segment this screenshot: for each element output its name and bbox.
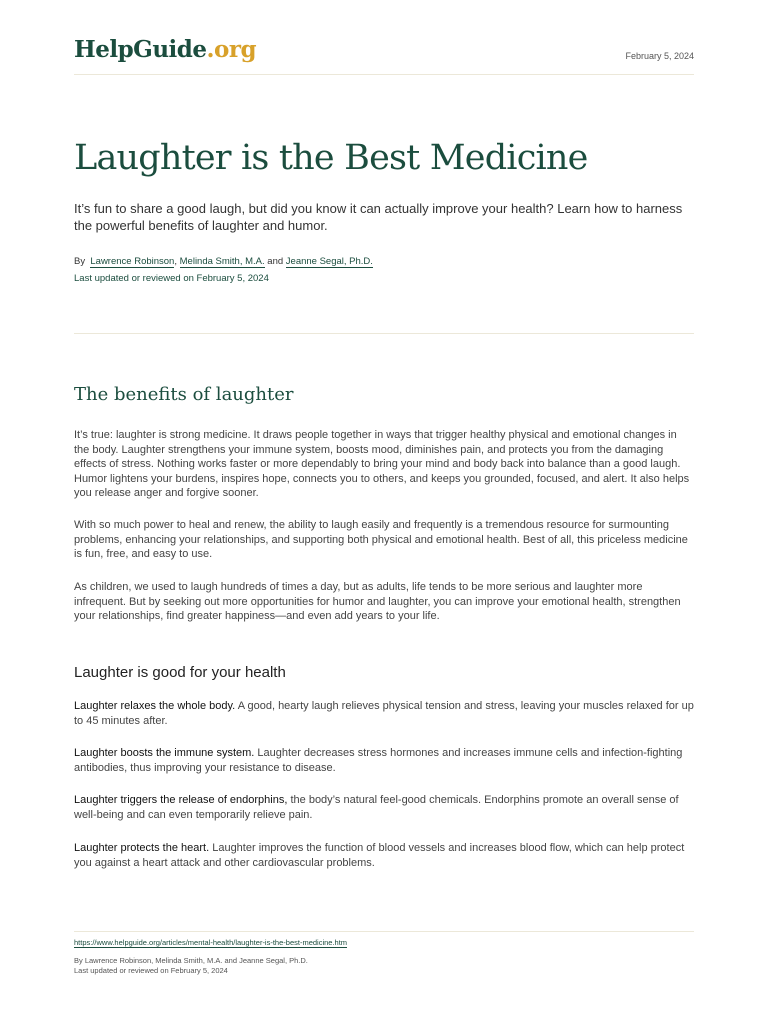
byline (74, 256, 373, 267)
footer-divider (74, 931, 694, 932)
logo-main: HelpGuide (74, 36, 207, 63)
health-item-text: Laughter decreases stress hormones and increases immune cells and infection-fighting antibodies, thus improving your resistance to disease. (74, 747, 683, 774)
health-item (74, 841, 694, 870)
byline-separator: , (174, 256, 177, 267)
author-link-segal[interactable]: Jeanne Segal, Ph.D. (285, 256, 373, 267)
author-link-smith[interactable]: Melinda Smith, M.A. (179, 256, 265, 267)
logo-tld: .org (206, 36, 257, 63)
benefits-paragraph: With so much power to heal and renew, the ability to laugh easily and frequently is a tremendous resource for surmounting problems, enhancing your relationships, and supporting both physical and emotional health. Best of all, this priceless medicine is fun, free, and easy to use. (74, 519, 688, 561)
page-header (74, 34, 694, 74)
footer-byline: By Lawrence Robinson, Melinda Smith, M.A. and Jeanne Segal, Ph.D. (74, 956, 308, 965)
byline-and: and (267, 256, 284, 267)
last-updated: Last updated or reviewed on February 5, 2024 (74, 273, 269, 284)
header-divider (74, 74, 694, 75)
article-intro: It’s fun to share a good laugh, but did you know it can actually improve your health? Learn how to harness the powerful benefits of laughter and humor. (74, 201, 683, 233)
footer-url-link[interactable]: https://www.helpguide.org/articles/mental-health/laughter-is-the-best-medicine.htm (74, 938, 348, 947)
health-item (74, 746, 694, 775)
intro-divider (74, 333, 694, 334)
benefits-paragraph: As children, we used to laugh hundreds of times a day, but as adults, life tends to be more serious and laughter more infrequent. But by seeking out more opportunities for humor and laughter, you can improve your emotional health, strengthen your relationships, find greater happiness—and even add years to your life. (74, 581, 681, 623)
health-item-lead: Laughter boosts the immune system. (74, 747, 255, 759)
benefits-paragraph: It’s true: laughter is strong medicine. It draws people together in ways that trigger healthy physical and emotional changes in the body. Laughter strengthens your immune system, boosts mood, diminishes pain, and protects you from the damaging effects of stress. Nothing works faster or more dependably to bring your mind and body back into balance than a good laugh. Humor lightens your burdens, inspires hope, connects you to others, and keeps you grounded, focused, and alert. It also helps you release anger and forgive sooner. (74, 429, 690, 500)
health-item-text: the body’s natural feel-good chemicals. Endorphins promote an overall sense of well-being and can even temporarily relieve pain. (74, 794, 679, 821)
byline-prefix: By (74, 256, 86, 267)
health-item-lead: Laughter triggers the release of endorphins, (74, 794, 288, 806)
header-date: February 5, 2024 (625, 51, 694, 61)
health-item-lead: Laughter protects the heart. (74, 842, 210, 854)
section-heading-benefits: The benefits of laughter (74, 384, 294, 405)
health-item-text: A good, hearty laugh relieves physical tension and stress, leaving your muscles relaxed for up to 45 minutes after. (74, 700, 694, 727)
section-heading-health: Laughter is good for your health (74, 664, 286, 681)
health-item-text: Laughter improves the function of blood vessels and increases blood flow, which can help protect you against a heart attack and other cardiovascular problems. (74, 842, 685, 869)
health-item (74, 793, 694, 822)
health-item (74, 699, 694, 728)
helpguide-logo[interactable] (74, 36, 256, 63)
health-item-lead: Laughter relaxes the whole body. (74, 700, 236, 712)
author-link-robinson[interactable]: Lawrence Robinson (90, 256, 175, 267)
article-page (74, 0, 694, 1024)
page-title: Laughter is the Best Medicine (74, 138, 588, 178)
footer-updated: Last updated or reviewed on February 5, 2024 (74, 966, 228, 975)
